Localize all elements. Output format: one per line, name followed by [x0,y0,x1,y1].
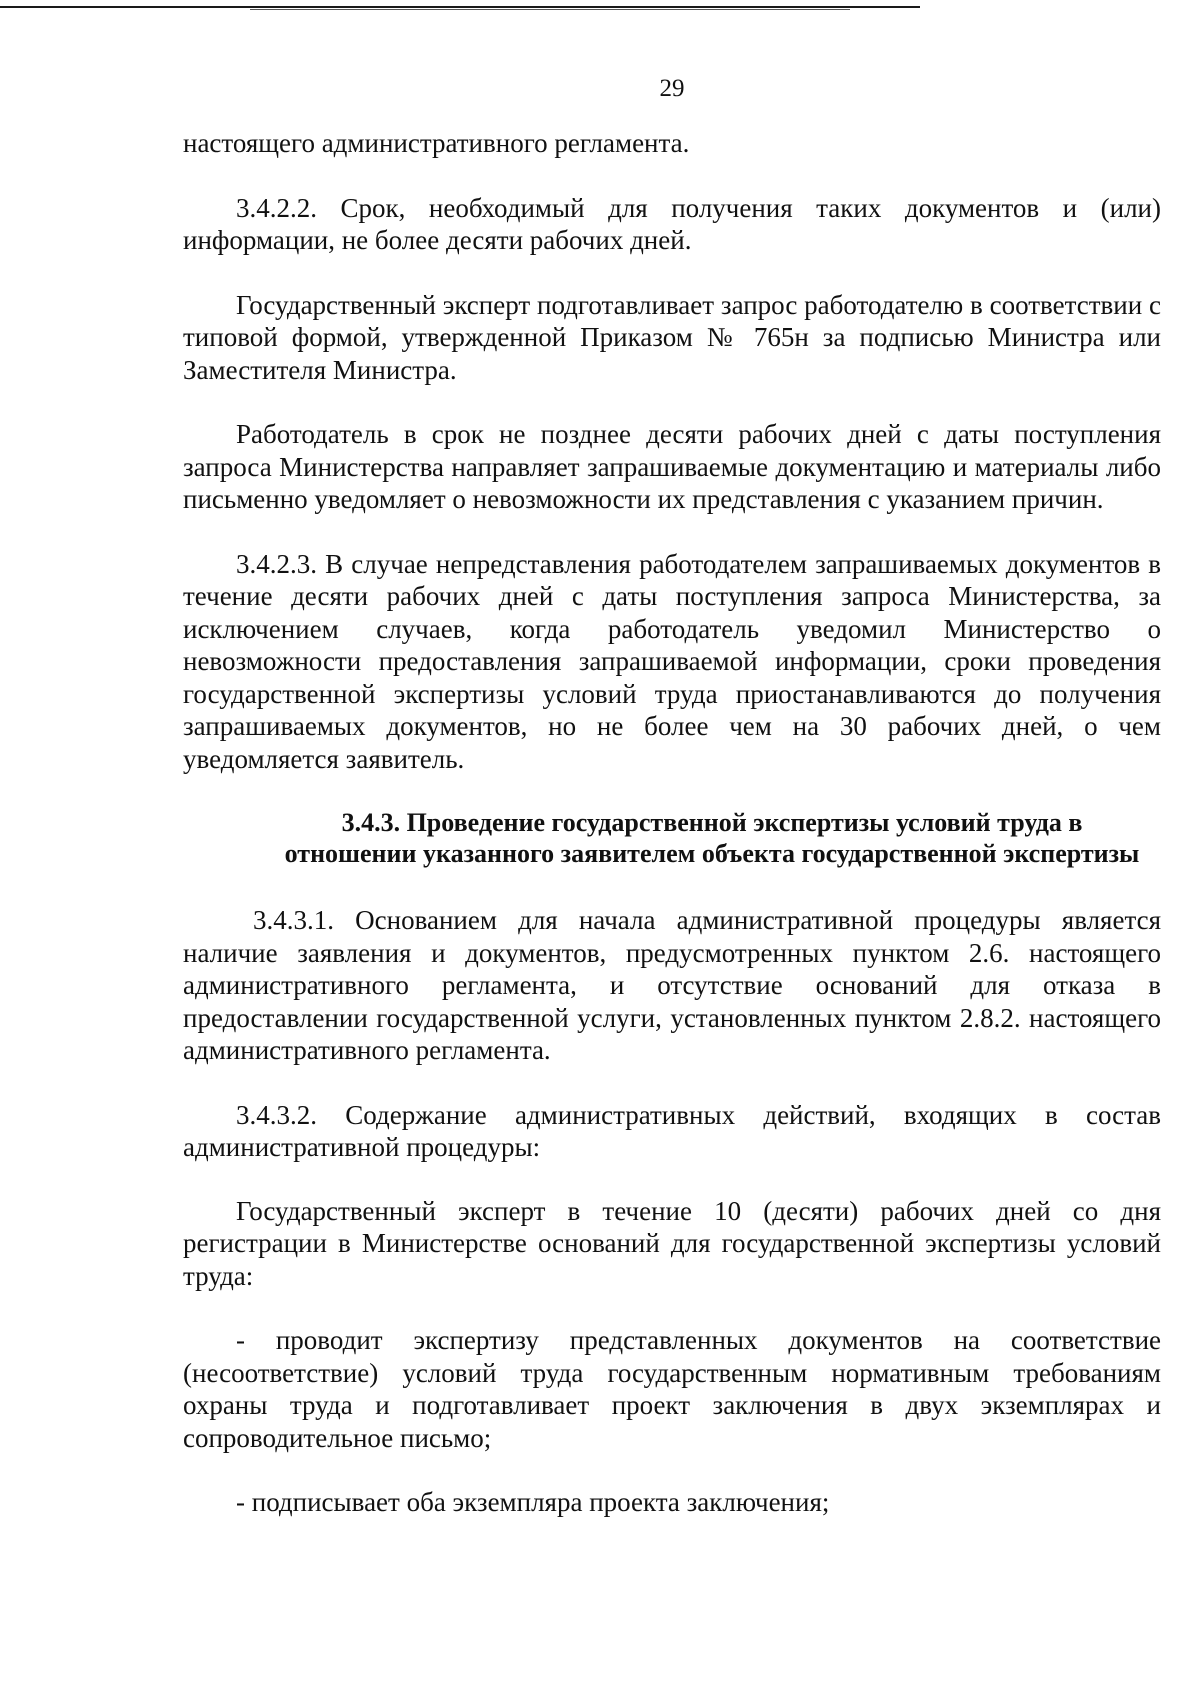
list-item-conduct-expertise: - проводит экспертизу представленных документов на соответствие (несоответствие) условий труда государственным нормативным требованиям охраны труда и подготавливает проект заключения в двух экземплярах и сопроводительное письмо; [183,1325,1161,1453]
paragraph-employer-response: Работодатель в срок не позднее десяти рабочих дней с даты поступления запроса Министерства направляет запрашиваемые документацию и материалы либо письменно уведомляет о невозможности их представления с указанием причин. [183,419,1161,514]
document-body [183,127,1161,1551]
paragraph-continuation: настоящего административного регламента. [183,128,690,158]
paragraph-expert-request: Государственный эксперт подготавливает запрос работодателю в соответствии с типовой формой, утвержденной Приказом № 765н за подписью Министра или Заместителя Министра. [183,289,1161,385]
scan-edge-rule [0,6,920,8]
page-number: 29 [659,75,685,102]
paragraph-3-4-3-1: 3.4.3.1. Основанием для начала административной процедуры является наличие заявления и документов, предусмотренных пунктом 2.6. настоящего административного регламента, и отсутствие оснований для отказа в предоставлении государственной услуги, установленных пунктом 2.8.2. настоящего административного регламента. [183,905,1161,1065]
list-item-sign-copies: - подписывает оба экземпляра проекта заключения; [236,1487,830,1517]
paragraph-3-4-2-2: 3.4.2.2. Срок, необходимый для получения таких документов и (или) информации, не более десяти рабочих дней. [183,192,1161,255]
paragraph-expert-deadline: Государственный эксперт в течение 10 (десяти) рабочих дней со дня регистрации в Министерстве оснований для государственной экспертизы условий труда: [183,1195,1161,1291]
section-heading-3-4-3: 3.4.3. Проведение государственной экспертизы условий труда в отношении указанного заявителем объекта государственной экспертизы [284,808,1140,868]
paragraph-3-4-3-2: 3.4.3.2. Содержание административных действий, входящих в состав административной процедуры: [183,1099,1161,1162]
paragraph-3-4-2-3: 3.4.2.3. В случае непредставления работодателем запрашиваемых документов в течение десяти рабочих дней с даты поступления запроса Министерства, за исключением случаев, когда работодатель уведомил Министерство о невозможности предоставления запрашиваемой информации, сроки проведения государственной экспертизы условий труда приостанавливаются до получения запрашиваемых документов, но не более чем на 30 рабочих дней, о чем уведомляется заявитель. [183,548,1161,774]
